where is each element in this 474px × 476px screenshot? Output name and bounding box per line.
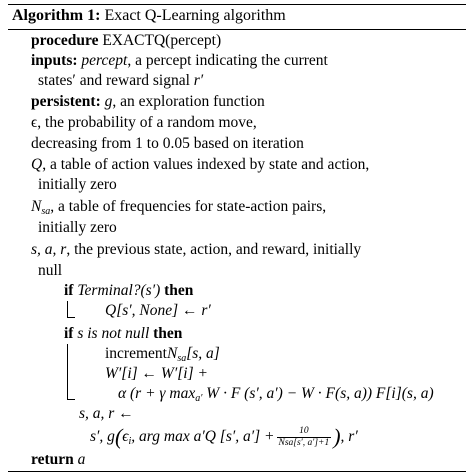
- if-not-null-condition: s is not null: [77, 325, 150, 342]
- weight-update-line: W′[i] ← W′[i] +: [105, 365, 208, 382]
- return-line: [31, 450, 85, 470]
- nsa-text-2: initially zero: [38, 219, 117, 236]
- if-not-null-scope-foot: [67, 399, 75, 400]
- sar-line: [31, 240, 361, 260]
- caption-title: Exact Q-Learning algorithm: [104, 7, 286, 24]
- persistent-var: g: [104, 93, 113, 110]
- sar-text: , the previous state, action, and reward, initially: [66, 241, 362, 258]
- if-terminal-condition: Terminal?(s′): [77, 282, 161, 299]
- inputs-keyword: inputs:: [31, 52, 78, 69]
- if-keyword-2: if: [64, 325, 74, 342]
- nsa-symbol: N: [31, 198, 42, 215]
- assign-prefix: s′, g: [90, 428, 115, 446]
- inputs-text-2: states′ and reward signal: [38, 72, 190, 89]
- inputs-line: [31, 51, 328, 71]
- top-rule: [8, 4, 466, 5]
- if-not-null-scope-bar: [67, 344, 68, 399]
- caption-label: Algorithm 1:: [12, 7, 101, 24]
- algorithm-caption: [12, 6, 286, 26]
- qtable-line: [31, 155, 369, 175]
- if-terminal-scope-bar: [67, 301, 68, 317]
- formula-max-subscript: a′: [195, 393, 203, 404]
- if-terminal-body: Q[s′, None] ← r′: [105, 302, 211, 319]
- qtable-line-2: [38, 175, 117, 195]
- epsilon-symbol: ϵ: [31, 114, 38, 131]
- sar-line-2: [38, 261, 62, 281]
- bottom-rule: [8, 471, 466, 472]
- assign-suffix: , r′: [340, 428, 358, 446]
- inputs-text: , a percept indicating the current: [127, 52, 328, 69]
- inputs-var: percept: [81, 52, 128, 69]
- qtable-text-2: initially zero: [38, 176, 117, 193]
- if-keyword: if: [64, 282, 74, 299]
- assign-epsilon: ϵ: [122, 428, 129, 446]
- persistent-text: , an exploration function: [112, 93, 265, 110]
- assign-fraction: [277, 426, 332, 449]
- paren-close: ): [333, 424, 341, 450]
- epsilon-text: , the probability of a random move,: [37, 114, 257, 131]
- formula-rest: W · F (s′, a′) − W · F(s, a)) F[i](s, a): [202, 385, 434, 402]
- epsilon-line-2: [31, 134, 304, 154]
- then-keyword-2: then: [153, 325, 183, 342]
- procedure-signature: EXACTQ(percept): [102, 32, 222, 49]
- epsilon-text-2: decreasing from 1 to 0.05 based on iteration: [31, 135, 304, 152]
- epsilon-line: [31, 113, 257, 133]
- inputs-var-2: r′: [193, 72, 204, 89]
- increment-text: increment: [105, 345, 167, 362]
- assign-formula: [90, 426, 358, 452]
- fraction-numerator: 10: [299, 426, 309, 436]
- fraction-denominator: Nsa[s′, a′]+1: [278, 438, 330, 448]
- assign-epsilon-subscript: i: [128, 436, 132, 448]
- then-keyword: then: [164, 282, 194, 299]
- return-var: a: [77, 451, 86, 468]
- persistent-line: [31, 92, 265, 112]
- procedure-line: [31, 31, 221, 51]
- formula-alpha-part: α (r + γ max: [118, 385, 196, 402]
- increment-n: N: [166, 345, 178, 362]
- nsa-subscript: sa: [41, 206, 51, 217]
- increment-args: [s, a]: [186, 345, 220, 362]
- sar-symbols: s, a, r: [31, 241, 67, 258]
- nsa-text: , a table of frequencies for state-action pairs,: [50, 198, 327, 215]
- weight-update-formula: [118, 384, 434, 409]
- assign-middle: , arg max a′Q [s′, a′] +: [131, 428, 275, 446]
- return-keyword: return: [31, 451, 74, 468]
- increment-subscript: sa: [177, 353, 187, 364]
- if-terminal-scope-foot: [67, 317, 75, 318]
- assign-line: s, a, r ←: [79, 405, 134, 422]
- caption-rule: [8, 29, 466, 30]
- sar-text-2: null: [38, 262, 63, 279]
- qtable-symbol: Q: [31, 156, 43, 173]
- persistent-keyword: persistent:: [31, 93, 101, 110]
- procedure-keyword: procedure: [31, 32, 99, 49]
- nsa-line-2: [38, 218, 117, 238]
- qtable-text: , a table of action values indexed by state and action,: [42, 156, 370, 173]
- paren-open: (: [114, 424, 123, 450]
- if-not-null-line: [64, 324, 182, 344]
- if-terminal-line: [64, 281, 193, 301]
- inputs-line-2: [38, 71, 203, 91]
